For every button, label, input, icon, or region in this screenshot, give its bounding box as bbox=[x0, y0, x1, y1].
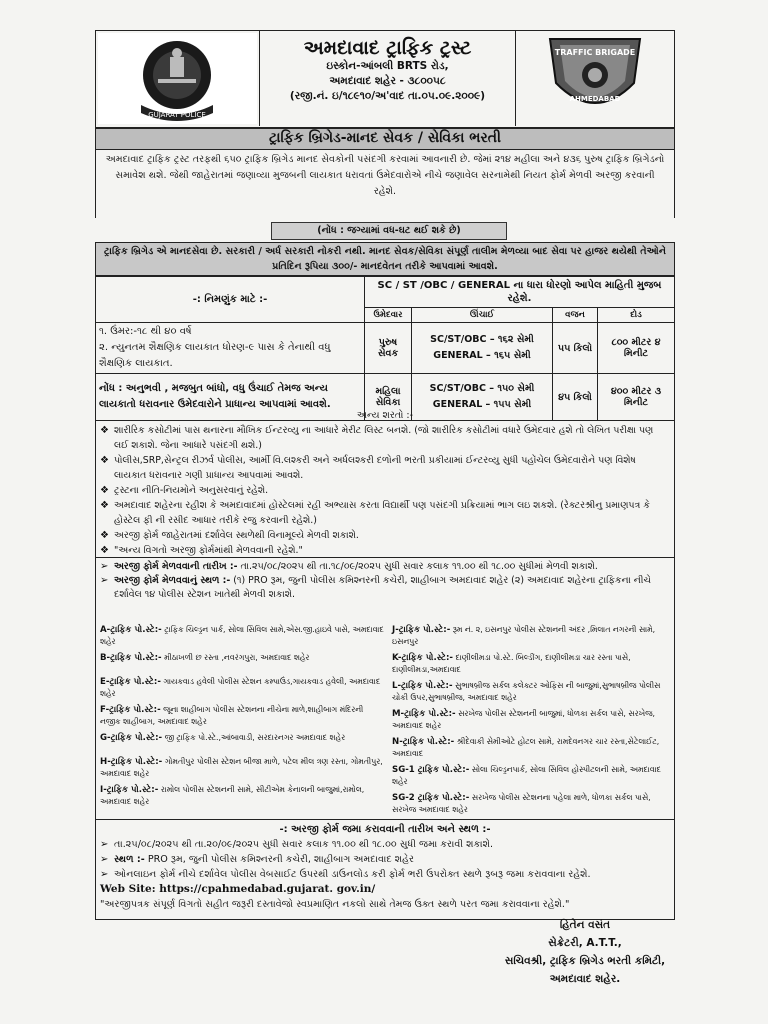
female-height-reserved: SC/ST/OBC – ૧૫૦ સેમી bbox=[429, 383, 535, 394]
reserved-category-note: SC / ST /OBC / GENERAL ના ધારા ધોરણો આપેલ માહિતી મુજબ રહેશે. bbox=[365, 277, 675, 308]
station-address: સોલા ચિલ્ડ્રનપાર્ક, સોલા સિવિલ હોસ્પીટલની સામે, અમદાવાદ શહેર bbox=[392, 765, 661, 786]
form-place-text: (૧) PRO રૂમ, જુની પોલીસ કમિશ્નરની કચેરી, શાહીબાગ અમદાવાદ શહેર (૨) અમદાવાદ શહેરના ટ્રાફિકના નીચે દર્શાવેલ ૧૪ પોલીસ સ્ટેશન ખાતેથી મેળવી શકાશે. bbox=[114, 575, 651, 600]
station-label: M-ટ્રાફિક પો.સ્ટે:- bbox=[392, 709, 456, 719]
submission-date: તા.૨૫/૦૮/૨૦૨૫ થી તા.૨૦/૦૯/૨૦૨૫ સુધી સવાર કલાક ૧૧.૦૦ થી ૧૮.૦૦ સુધી જમા કરાવી શકાશે. bbox=[114, 839, 494, 850]
age-requirement: ૧. ઉંમર:-૧૮ થી ૪૦ વર્ષ bbox=[99, 326, 192, 337]
form-place-line bbox=[100, 574, 670, 602]
signatory-city: અમદાવાદ શહેર. bbox=[549, 973, 621, 985]
arrow-icon: ➢ bbox=[100, 854, 109, 865]
station-item bbox=[100, 704, 386, 727]
station-item bbox=[392, 708, 670, 731]
col-weight: વજન bbox=[553, 308, 598, 323]
form-date-line bbox=[100, 560, 670, 574]
station-item bbox=[392, 680, 670, 703]
header bbox=[95, 30, 675, 128]
svg-text:GUJARAT POLICE: GUJARAT POLICE bbox=[148, 111, 206, 119]
form-date-text: તા.૨૫/૦૮/૨૦૨૫ થી તા.૧૮/૦૯/૨૦૨૫ સુધી સવાર કલાક ૧૧.૦૦ થી ૧૮.૦૦ સુધીમાં મેળવી શકાશે. bbox=[240, 561, 598, 572]
signature-block bbox=[495, 916, 675, 988]
bullet-icon: ❖ bbox=[100, 455, 109, 466]
male-candidate: પુરુષ સેવક bbox=[365, 323, 412, 374]
age-and-education bbox=[96, 323, 365, 374]
station-address: સરખેજ પોલીસ સ્ટેશનના પહેલા માળે, ધોળકા સર્કલ પાસે, સરખેજ અમદાવાદ શહેર bbox=[392, 793, 651, 814]
condition-item bbox=[100, 543, 670, 558]
station-item bbox=[100, 624, 386, 647]
other-conditions-title: અન્ય શરતો :- bbox=[356, 410, 414, 421]
male-height bbox=[412, 323, 553, 374]
education-requirement: ૨. ન્યુનતમ શૈક્ષણિક લાયકાત ધોરણ-૯ પાસ કે તેનાથી વધુ શૈક્ષણિક લાયકાત. bbox=[99, 342, 331, 369]
station-label: G-ટ્રાફિક પો.સ્ટે:- bbox=[100, 733, 163, 743]
condition-item bbox=[100, 498, 670, 528]
station-label: SG-1 ટ્રાફિક પો.સ્ટે:- bbox=[392, 765, 470, 775]
station-address: દાણીલીમડા પો.સ્ટે. બિલ્ડીંગ, દાણીલીમડા ચાર રસ્તા પાસે, દાણીલીમડા,અમદાવાદ bbox=[392, 653, 631, 674]
station-address: રામોલ પોલીસ સ્ટેશનની સામે, સીટીએમ કેનાલની બાજુમાં,રામોલ, અમદાવાદ શહેર bbox=[100, 785, 365, 806]
submission-place-label: સ્થળ :- bbox=[114, 854, 145, 865]
requirements-table bbox=[95, 276, 675, 421]
condition-text: ટ્રસ્ટના નીતિ-નિયમોને અનુસરવાનું રહેશે. bbox=[114, 485, 269, 496]
condition-item bbox=[100, 453, 670, 483]
signatory-designation: સેક્રેટરી, A.T.T., bbox=[548, 937, 622, 949]
station-item bbox=[100, 652, 386, 664]
station-label: A-ટ્રાફિક પો.સ્ટે:- bbox=[100, 625, 162, 635]
station-label: SG-2 ટ્રાફિક પો.સ્ટે:- bbox=[392, 793, 470, 803]
station-item bbox=[100, 732, 386, 744]
station-item bbox=[100, 756, 386, 779]
station-item bbox=[392, 736, 670, 759]
male-race: ૮૦૦ મીટર ૪ મિનીટ bbox=[598, 323, 675, 374]
signatory-name: હિતેન વસંત bbox=[559, 919, 611, 931]
station-label: L-ટ્રાફિક પો.સ્ટે:- bbox=[392, 681, 453, 691]
arrow-icon: ➢ bbox=[100, 869, 109, 880]
station-address: સુભાષબ્રીજ સર્કલ કલેક્ટર ઓફિસ ની બાજુમાં,સુભાષબ્રીજ પોલીસ ચોકી ઉપર,સુભાષબ્રીજ, અમદાવાદ શહેર bbox=[392, 681, 661, 702]
condition-item bbox=[100, 423, 670, 453]
station-label: F-ટ્રાફિક પો.સ્ટે:- bbox=[100, 705, 161, 715]
address-line-1: ઇસ્કોન-આંબલી BRTS રોડ, bbox=[326, 60, 449, 72]
station-label: H-ટ્રાફિક પો.સ્ટે:- bbox=[100, 757, 163, 767]
condition-item bbox=[100, 528, 670, 543]
male-height-reserved: SC/ST/OBC – ૧૬૨ સેમી bbox=[430, 334, 534, 345]
honorary-service-note: ટ્રાફિક બ્રિગેડ એ માનદસેવા છે. સરકારી / અર્ધ સરકારી નોકરી નથી. માનદ સેવક/સેવિકા સંપૂર્ણ તાલીમ મેળવ્યા બાદ સેવા પર હાજર થયેથી તેઓને પ્રતિદિન રૂપિયા ૩૦૦/- માનદવેતન તરીકે આપવામાં આવશે. bbox=[95, 242, 675, 276]
station-item bbox=[392, 624, 670, 647]
bullet-icon: ❖ bbox=[100, 530, 109, 541]
online-form-text: ઓનલાઇન ફોર્મ નીચે દર્શાવેલ પોલીસ વેબસાઈટ ઉપરથી ડાઉનલોડ કરી ફોર્મ ભરી ઉપરોક્ત સ્થળે રૂબરૂ જમા કરાવવાના રહેશે. bbox=[114, 869, 591, 880]
submission-place: PRO રૂમ, જુની પોલીસ કમિશ્નરની કચેરી, શાહીબાગ અમદાવાદ શહેર bbox=[147, 854, 414, 865]
bullet-icon: ❖ bbox=[100, 485, 109, 496]
station-address: ગાયકવાડ હવેલી પોલીસ સ્ટેશન કમ્પાઉંડ,ગાયકવાડ હવેલી, અમદાવાદ શહેર bbox=[100, 677, 381, 698]
condition-text: શારીરિક કસોટીમાં પાસ થનારના મૌખિક ઈન્ટરવ્યુ ના આધારે મેરીટ લિસ્ટ બનશે. (જો શારીરિક કસોટીમાં વધારે ઉમેદવાર હશે તો લેખિત પરીક્ષા પણ લઈ શકાશે. જેના આધારે પસંદગી થશે.) bbox=[114, 425, 654, 451]
col-race: દોડ bbox=[598, 308, 675, 323]
condition-text: અમદાવાદ શહેરના રહીશ કે અમદાવાદમાં હોસ્ટેલમાં રહી અભ્યાસ કરતા વિદ્યાર્થી પણ પસંદગી પ્રક્રિયામાં ભાગ લઇ શકશે. (રેક્ટરશ્રીનુ પ્રમાણપત્ર કે હોસ્ટેલ ફી ની રસીદ આધાર તરીકે રજુ કરવાની રહેશે.) bbox=[114, 500, 650, 526]
address-line-2: અમદાવાદ શહેર - ૩૮૦૦૫૮ bbox=[329, 75, 446, 87]
registration-number: (રજી.નં. ઇ/૧૮૯૧૦/અ'વાદ તા.૦૫.૦૯.૨૦૦૯) bbox=[289, 90, 486, 102]
station-address: જી ટ્રાફિક પો.સ્ટે.,આંબાવાડી, સરદારનગર અમદાવાદ શહેર bbox=[164, 733, 346, 742]
female-height-general: GENERAL – ૧૫૫ સેમી bbox=[432, 399, 532, 410]
form-date-label: અરજી ફોર્મ મેળવવાની તારીખ :- bbox=[114, 561, 238, 572]
header-title-block bbox=[259, 31, 516, 126]
male-height-general: GENERAL – ૧૬૫ સેમી bbox=[433, 350, 531, 361]
station-address: જૂના શાહીબાગ પોલીસ સ્ટેશનના નીચેના માળે,શાહીબાગ મંદિરની નજીક શાહીબાગ, અમદાવાદ શહેર bbox=[100, 705, 364, 726]
svg-text:TRAFFIC BRIGADE: TRAFFIC BRIGADE bbox=[554, 48, 636, 57]
online-form-line bbox=[100, 867, 670, 882]
bullet-icon: ❖ bbox=[100, 500, 109, 511]
station-address: સરખેજ પોલીસ સ્ટેશનની બાજુમાં, ધોળકા સર્કલ પાસે, સરખેજ, અમદાવાદ શહેર bbox=[392, 709, 655, 730]
station-label: K-ટ્રાફિક પો.સ્ટે:- bbox=[392, 653, 453, 663]
condition-item bbox=[100, 483, 670, 498]
condition-text: અરજી ફોર્મ જાહેરાતમાં દર્શાવેલ સ્થળેથી વિનામૂલ્યે મેળવી શકાશે. bbox=[114, 530, 359, 541]
arrow-icon: ➢ bbox=[100, 839, 109, 850]
bullet-icon: ❖ bbox=[100, 425, 109, 436]
submission-title: -: અરજી ફોર્મ જમા કરાવવાની તારીખ અને સ્થળ :- bbox=[279, 824, 491, 835]
signatory-role: સચિવશ્રી, ટ્રાફિક બ્રિગેડ ભરતી કમિટી, bbox=[504, 955, 666, 967]
traffic-brigade-logo bbox=[515, 31, 674, 126]
female-weight: ૪૫ કિલો bbox=[553, 374, 598, 421]
notice-page bbox=[95, 30, 675, 990]
station-item bbox=[100, 676, 386, 699]
col-candidate: ઉમેદવાર bbox=[365, 308, 412, 323]
station-item bbox=[392, 764, 670, 787]
station-label: I-ટ્રાફિક પો.સ્ટે:- bbox=[100, 785, 159, 795]
station-label: J-ટ્રાફિક પો.સ્ટે:- bbox=[392, 625, 451, 635]
form-obtain-section bbox=[95, 558, 675, 820]
station-item bbox=[392, 652, 670, 675]
gujarat-police-logo bbox=[96, 31, 260, 126]
website-link[interactable]: Web Site: https://cpahmedabad.gujarat. gov.in/ bbox=[100, 883, 376, 895]
station-label: B-ટ્રાફિક પો.સ્ટે:- bbox=[100, 653, 162, 663]
station-address: શ્રીદેવાકી સેમીઓટે હોટલ સામે, રામદેવનગર ચાર રસ્તા,સેટેલાઈટ, અમદાવાદ bbox=[392, 737, 660, 758]
vacancy-note: (નોંધ : જગ્યામાં વધ-ઘટ થઈ શકે છે) bbox=[271, 222, 507, 240]
appointment-heading: -: નિમણુંક માટે :- bbox=[96, 277, 365, 323]
station-label: N-ટ્રાફિક પો.સ્ટે:- bbox=[392, 737, 455, 747]
form-place-label: અરજી ફોર્મ મેળવવાનું સ્થળ :- bbox=[114, 575, 231, 586]
col-height: ઊંચાઈ bbox=[412, 308, 553, 323]
submission-date-line bbox=[100, 837, 670, 852]
station-label: E-ટ્રાફિક પો.સ્ટે:- bbox=[100, 677, 161, 687]
submission-place-line bbox=[100, 852, 670, 867]
footer-note: "અરજીપત્રક સંપૂર્ણ વિગતો સહીત જરૂરી દસ્તાવેજો સ્વપ્રમાણિત નકલો સાથે તેમજ ઉક્ત સ્થળે પરત જમા કરાવવાના રહેશે." bbox=[100, 899, 570, 910]
station-address: મીઠાખળી છ રસ્તા ,નવરંગપુરા, અમદાવાદ શહેર bbox=[164, 653, 310, 662]
station-address: રૂમ નં. ૨, ઇસનપુર પોલીસ સ્ટેશનની અંદર ,મિલાત નગરની સામે, ઇસનપુર bbox=[392, 625, 656, 646]
condition-text: પોલીસ,SRP,સેન્ટ્રલ રીઝર્વ પોલીસ, આર્મી વિ.લશ્કરી અને અર્ધલશ્કરી દળોની ભરતી પ્રકીયામાં ઈન્ટરવ્યુ સુધી પહોંચેલ ઉમેદવારોને પણ વિશેષ લાયકાત ધરાવનાર ગણી પ્રાધાન્ય આપવામાં આવશે. bbox=[114, 455, 636, 481]
station-item bbox=[392, 792, 670, 815]
station-item bbox=[100, 784, 386, 807]
male-weight: ૫૫ કિલો bbox=[553, 323, 598, 374]
female-candidate: મહિલા સેવિકા bbox=[365, 374, 412, 421]
station-address: ગોમતીપુર પોલીસ સ્ટેશન બીજા માળે, પટેલ મીલ ત્રણ રસ્તા, ગોમતીપુર, અમદાવાદ શહેર bbox=[100, 757, 383, 778]
intro-paragraph: અમદાવાદ ટ્રાફિક ટ્રસ્ટ તરફથી ૬૫૦ ટ્રાફિક બ્રિગેડ માનદ સેવકોની પસંદગી કરવામાં આવનારી છે. જેમાં ૨૧૪ મહીલા અને ૪૩૬ પુરુષ ટ્રાફિક બ્રિગેડનો સમાવેશ થશે. જેથી જાહેરાતમાં જણાવ્યા મુજબની લાયકાત ધરાવતાં ઉમેદવારોએ નીચે જણાવેલ સરનામેથી નિયત ફોર્મ મેળવી અરજી કરવાની રહેશે. bbox=[95, 150, 675, 218]
recruitment-banner: ટ્રાફિક બ્રિગેડ-માનદ સેવક / સેવિકા ભરતી bbox=[95, 128, 675, 150]
arrow-icon: ➢ bbox=[100, 561, 109, 572]
submission-section bbox=[95, 820, 675, 920]
station-column-left bbox=[100, 624, 386, 812]
other-conditions bbox=[95, 406, 675, 558]
arrow-icon: ➢ bbox=[100, 575, 109, 586]
condition-text: "અન્ય વિગતો અરજી ફોર્મમાંથી મેળવવાની રહેશે." bbox=[114, 545, 303, 556]
svg-text:AHMEDABAD: AHMEDABAD bbox=[569, 95, 621, 103]
experience-note: નોંધ : અનુભવી , મજબુત બાંધો, વધુ ઉંચાઈ તેમજ અન્ય લાયકાતો ધરાવનાર ઉમેદવારોને પ્રાધાન્ય આપવામાં આવશે. bbox=[96, 374, 365, 421]
female-race: ૪૦૦ મીટર ૩ મિનીટ bbox=[598, 374, 675, 421]
org-name: અમદાવાદ ટ્રાફિક ટ્રસ્ટ bbox=[303, 37, 472, 59]
bullet-icon: ❖ bbox=[100, 545, 109, 556]
station-column-right bbox=[392, 624, 670, 820]
station-address: ટ્રાફિક ચિલ્ડ્રન પાર્ક, સોલા સિવિલ સામે,એસ.જી.હાઇવે પાસે, અમદાવાદ શહેર bbox=[100, 625, 384, 646]
